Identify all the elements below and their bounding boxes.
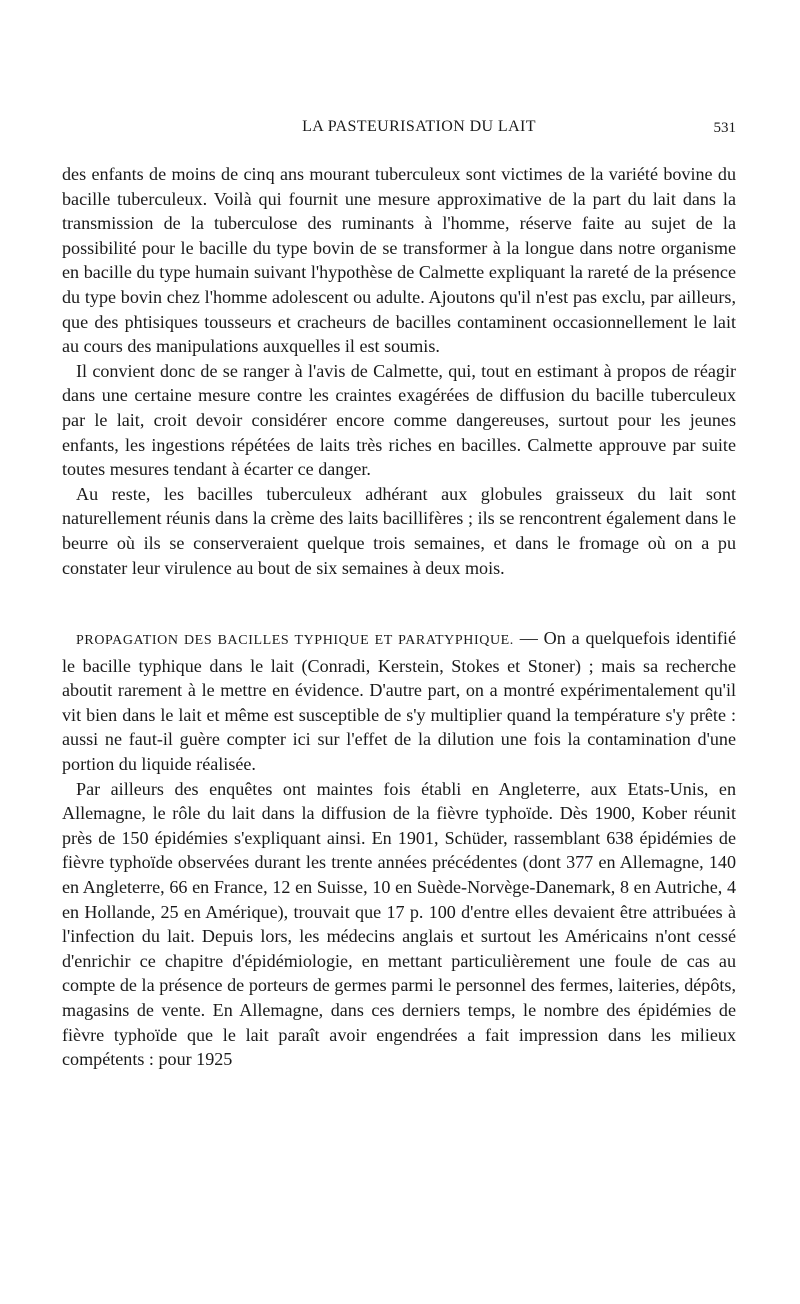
paragraph-3: Au reste, les bacilles tuberculeux adhérant aux globules graisseux du lait sont naturellement réunis dans la crème des laits bacillifères ; ils se rencontrent également dans le beurre où ils se conserveraient quelque trois semaines, et dans le fromage où on a pu constater leur virulence au bout de six semaines à deux mois.: [62, 483, 736, 578]
paragraph-1: des enfants de moins de cinq ans mourant tuberculeux sont victimes de la variété bovine du bacille tuberculeux. Voilà qui fournit une mesure approximative de la part du lait dans la transmission de la tuberculose des ruminants à l'homme, réserve faite au sujet de la possibilité pour le bacille du type bovin de se transformer à la longue dans notre organisme en bacille du type humain suivant l'hypothèse de Calmette expliquant la rareté de la présence du type bovin chez l'homme adolescent ou adulte. Ajoutons qu'il n'est pas exclu, par ailleurs, que des phtisiques tousseurs et cracheurs de bacilles contaminent occasionnellement le lait au cours des manipulations auxquelles il est soumis.: [62, 164, 736, 357]
body-text: [62, 162, 736, 1072]
running-title: LA PASTEURISATION DU LAIT: [302, 118, 536, 135]
page-header: [62, 112, 736, 148]
book-page: [62, 112, 736, 1072]
section-paragraph-1: [62, 626, 736, 777]
paragraph-2: Il convient donc de se ranger à l'avis de Calmette, qui, tout en estimant à propos de réagir dans une certaine mesure contre les craintes exagérées de diffusion du bacille tuberculeux par le lait, croit devoir considérer encore comme dangereuses, surtout pour les jeunes enfants, les ingestions répétées de laits très riches en bacilles. Calmette approuve par suite toutes mesures tendant à écarter ce danger.: [62, 360, 736, 480]
section-paragraph-2: Par ailleurs des enquêtes ont maintes fois établi en Angleterre, aux Etats-Unis, en Allemagne, le rôle du lait dans la diffusion de la fièvre typhoïde. Dès 1900, Kober réunit près de 150 épidémies s'expliquant ainsi. En 1901, Schüder, rassemblant 638 épidémies de fièvre typhoïde observées durant les trente années précédentes (dont 377 en Allemagne, 140 en Angleterre, 66 en France, 12 en Suisse, 10 en Suède-Norvège-Danemark, 8 en Autriche, 4 en Hollande, 25 en Amérique), trouvait que 17 p. 100 d'entre elles devaient être attribuées à l'infection du lait. Depuis lors, les médecins anglais et surtout les Américains n'ont cessé d'enrichir ce chapitre d'épidémiologie, en mettant particulièrement une foule de cas au compte de la présence de porteurs de germes parmi le personnel des fermes, laiteries, dépôts, magasins de vente. En Allemagne, dans ces derniers temps, le nombre des épidémies de fièvre typhoïde que le lait paraît avoir engendrées a fait impression dans les milieux compétents : pour 1925: [62, 778, 736, 1070]
section-heading: PROPAGATION DES BACILLES TYPHIQUE ET PARATYPHIQUE.: [76, 633, 514, 649]
section-intro: — On a quelquefois identifié le bacille typhique dans le lait (Conradi, Kerstein, Stokes et Stoner) ; mais sa recherche aboutit rarement à le mettre en évidence. D'autre part, on a montré expérimentalement qu'il vit bien dans le lait et même est susceptible de s'y multiplier quand la température s'y prête : aussi ne faut-il guère compter ici sur l'effet de la dilution une fois la contamination d'une portion du liquide réalisée.: [62, 628, 736, 775]
page-number: 531: [713, 120, 736, 136]
section-gap: [62, 580, 736, 626]
